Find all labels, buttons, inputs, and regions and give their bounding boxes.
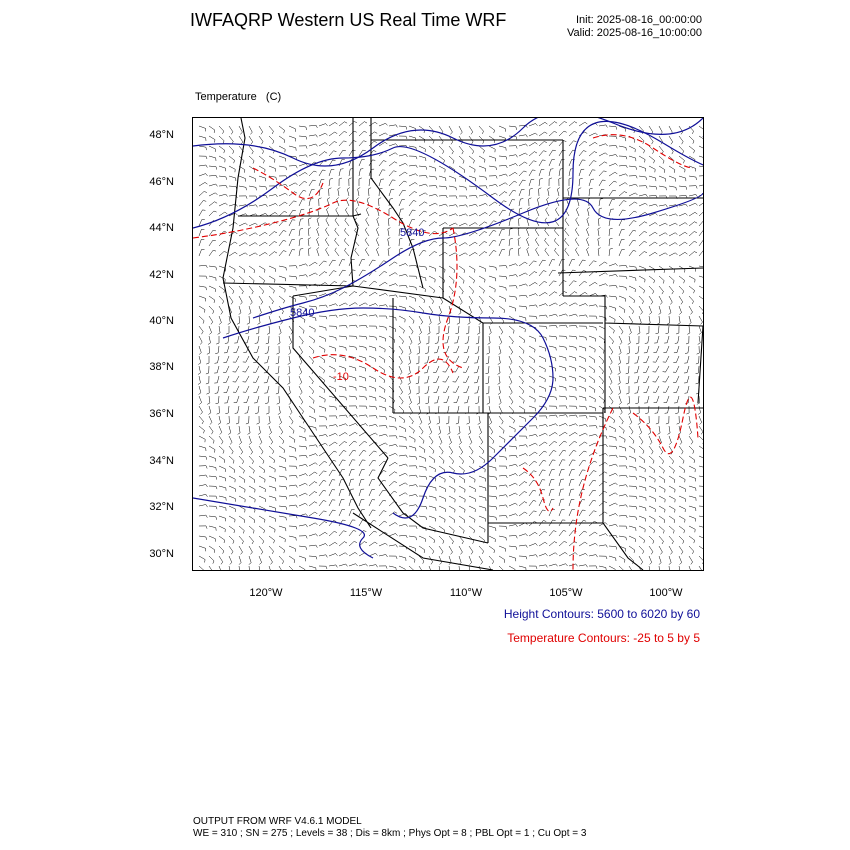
lon-label: 100°W xyxy=(649,587,683,599)
lon-label: 115°W xyxy=(349,587,383,599)
lon-label: 120°W xyxy=(249,587,283,599)
lat-label: 40°N xyxy=(149,315,174,327)
lon-label: 105°W xyxy=(549,587,583,599)
lon-label: 110°W xyxy=(449,587,483,599)
wind-barbs xyxy=(198,121,703,570)
map-svg xyxy=(193,118,703,570)
lat-label: 34°N xyxy=(149,455,174,467)
init-time: Init: 2025-08-16_00:00:00 xyxy=(576,14,702,26)
wind-barb-paths xyxy=(198,121,703,570)
lat-label: 30°N xyxy=(149,548,174,560)
valid-time: Valid: 2025-08-16_10:00:00 xyxy=(567,27,702,39)
lat-label: 36°N xyxy=(149,408,174,420)
height-contour-label: 5840 xyxy=(290,307,315,319)
field-temperature: Temperature (C) xyxy=(195,91,282,103)
map-panel xyxy=(192,117,704,571)
height-contour-legend: Height Contours: 5600 to 6020 by 60 xyxy=(503,607,700,621)
lat-label: 46°N xyxy=(149,176,174,188)
model-version: OUTPUT FROM WRF V4.6.1 MODEL xyxy=(193,816,362,827)
height-contour-label: 5840 xyxy=(400,227,425,239)
lat-label: 32°N xyxy=(149,501,174,513)
state-borders xyxy=(223,118,703,570)
lat-label: 38°N xyxy=(149,361,174,373)
init-valid-times xyxy=(567,14,702,40)
lat-label: 42°N xyxy=(149,269,174,281)
lat-label: 44°N xyxy=(149,222,174,234)
model-footer xyxy=(193,816,586,840)
map-title: IWFAQRP Western US Real Time WRF xyxy=(190,10,507,30)
temperature-contour-label: -10 xyxy=(333,371,349,383)
temperature-contour-legend: Temperature Contours: -25 to 5 by 5 xyxy=(507,631,700,645)
lat-label: 48°N xyxy=(149,129,174,141)
model-config: WE = 310 ; SN = 275 ; Levels = 38 ; Dis = 8km ; Phys Opt = 8 ; PBL Opt = 1 ; Cu Opt = 3 xyxy=(193,828,587,839)
